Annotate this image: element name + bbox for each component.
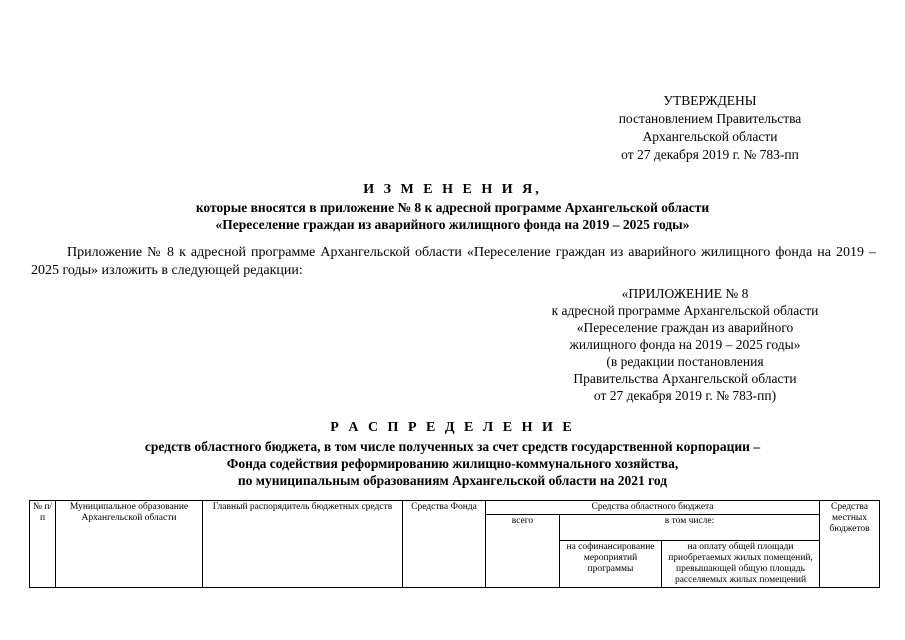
distribution-title: Р А С П Р Е Д Е Л Е Н И Е [330,420,575,435]
header-cofinancing: на софинансирование мероприятий программы [560,541,662,588]
header-local-budgets: Средства местных бюджетов [820,501,880,588]
approval-line: постановлением Правительства [618,111,802,126]
header-extra-area: на оплату общей площади приобретаемых жилых помещений, превышающей общую площадь расселяемых жилых помещений [662,541,820,588]
body-paragraph: Приложение № 8 к адресной программе Архангельской области «Переселение граждан из аварийного жилищного фонда на 2019 – 2025 годы» изложить в следующей редакции: [31,245,876,278]
annex-line: жилищного фонда на 2019 – 2025 годы» [569,337,801,352]
annex-block [520,285,850,404]
annex-title: «ПРИЛОЖЕНИЕ № 8 [621,286,749,301]
header-number: № п/п [30,501,56,588]
header-fund: Средства Фонда [403,501,486,588]
distribution-subtitle: Фонда содействия реформированию жилищно-коммунального хозяйства, [226,456,679,471]
header-manager: Главный распорядитель бюджетных средств [203,501,403,588]
header-municipality: Муниципальное образование Архангельской области [56,501,203,588]
annex-line: «Переселение граждан из аварийного [576,320,794,335]
header-including: в том числе: [560,515,820,541]
approval-title: УТВЕРЖДЕНЫ [663,93,757,108]
approval-line: Архангельской области [642,129,778,144]
approval-date: от 27 декабря 2019 г. № 783-пп [621,147,799,162]
distribution-subtitle: по муниципальным образованиям Архангельской области на 2021 год [237,473,668,488]
annex-line: Правительства Архангельской области [573,371,797,386]
approval-block [560,92,860,164]
header-total: всего [486,515,560,588]
annex-line: от 27 декабря 2019 г. № 783-пп) [593,388,777,403]
distribution-subtitle: средств областного бюджета, в том числе полученных за счет средств государственной корпорации – [144,439,761,454]
changes-title: И З М Е Н Е Н И Я, [363,182,542,197]
annex-line: к адресной программе Архангельской области [551,303,819,318]
changes-subtitle: которые вносятся в приложение № 8 к адресной программе Архангельской области [195,200,710,215]
annex-line: (в редакции постановления [606,354,764,369]
changes-subtitle: «Переселение граждан из аварийного жилищного фонда на 2019 – 2025 годы» [215,217,690,232]
header-regional-budget: Средства областного бюджета [486,501,820,515]
table-header-row [30,501,880,515]
distribution-table [29,500,880,588]
